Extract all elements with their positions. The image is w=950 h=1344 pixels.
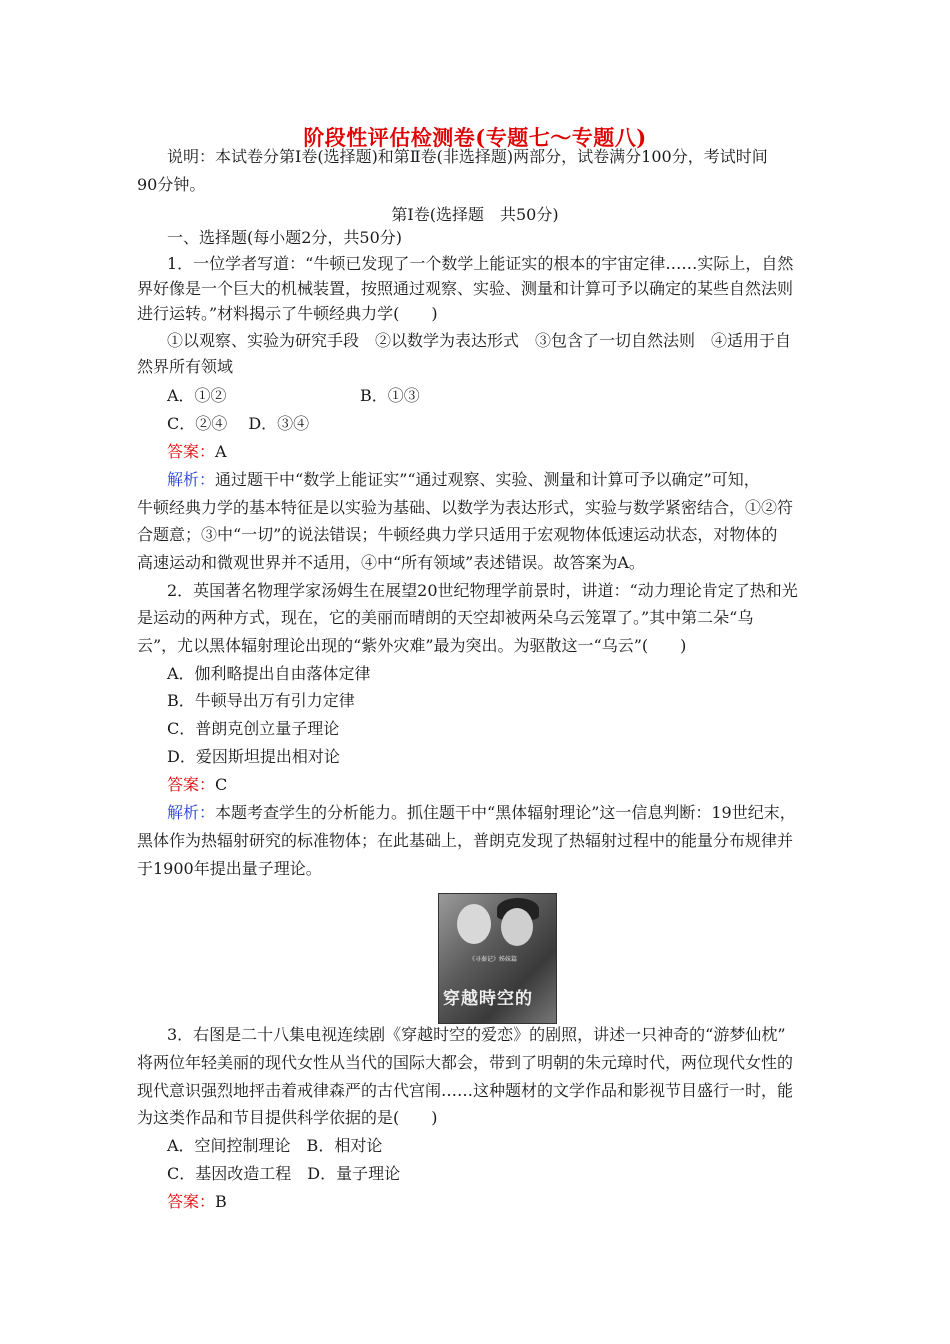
q3-answer: [167, 1191, 227, 1213]
photo-title-text: 穿越時空的: [443, 989, 533, 1009]
q2-answer: [167, 774, 227, 796]
q3-stem-line: 现代意识强烈地抨击着戒律森严的古代宫闱……这种题材的文学作品和影视节目盛行一时，能: [137, 1081, 794, 1100]
q1-items-line: ①以观察、实验为研究手段 ②以数学为表达形式 ③包含了一切自然法则 ④适用于自: [167, 331, 792, 350]
analysis-label: 解析：: [167, 803, 216, 822]
photo-caption: 《寻秦记》姊妹篇: [469, 956, 518, 963]
q2-option: B．牛顿导出万有引力定律: [167, 691, 355, 710]
q1-stem-line: 进行运转。”材料揭示了牛顿经典力学( ): [137, 304, 438, 323]
q1-analysis-line: 牛顿经典力学的基本特征是以实验为基础、以数学为表达形式，实验与数学紧密结合，①②符: [137, 498, 794, 517]
q1-answer: [167, 441, 227, 463]
part-title: 一、选择题(每小题2分，共50分): [167, 228, 403, 247]
intro-line: 90分钟。: [137, 175, 206, 194]
q1-analysis-line: 高速运动和微观世界并不适用，④中“所有领域”表述错误。故答案为A。: [137, 553, 645, 572]
q2-analysis-line: [167, 802, 796, 824]
q3-stem-line: 3．右图是二十八集电视连续剧《穿越时空的爱恋》的剧照，讲述一只神奇的“游梦仙枕”: [167, 1025, 786, 1044]
q2-option: A．伽利略提出自由落体定律: [167, 664, 371, 683]
page-title: 阶段性评估检测卷(专题七～专题八): [303, 125, 647, 150]
q3-options-ab: A．空间控制理论 B．相对论: [167, 1136, 383, 1155]
drama-still-image: [438, 893, 557, 1024]
answer-value: C: [215, 775, 228, 794]
intro-line: 说明：本试卷分第Ⅰ卷(选择题)和第Ⅱ卷(非选择题)两部分，试卷满分100分，考试时间: [167, 147, 768, 166]
q1-items-line: 然界所有领域: [137, 357, 234, 376]
q2-stem-line: 云”，尤以黑体辐射理论出现的“紫外灾难”最为突出。为驱散这一“乌云”( ): [137, 636, 687, 655]
q1-option-a: A．①②: [167, 386, 227, 405]
q3-options-cd: C．基因改造工程 D．量子理论: [167, 1164, 401, 1183]
q1-stem-line: 1．一位学者写道：“牛顿已发现了一个数学上能证实的根本的宇宙定律……实际上，自然: [167, 254, 794, 273]
actor-figure: [501, 908, 533, 946]
q1-stem-line: 界好像是一个巨大的机械装置，按照通过观察、实验、测量和计算可予以确定的某些自然法则: [137, 279, 794, 298]
q2-analysis-line: 于1900年提出量子理论。: [137, 859, 322, 878]
answer-label: 答案：: [167, 775, 216, 794]
q2-stem-line: 2．英国著名物理学家汤姆生在展望20世纪物理学前景时，讲道：“动力理论肯定了热和光: [167, 581, 798, 600]
q3-stem-line: 为这类作品和节目提供科学依据的是( ): [137, 1108, 438, 1127]
q1-analysis-line: [167, 469, 760, 491]
q1-option-b: B．①③: [360, 386, 420, 405]
answer-label: 答案：: [167, 442, 216, 461]
q1-analysis-line: 合题意；③中“一切”的说法错误；牛顿经典力学只适用于宏观物体低速运动状态，对物体的: [137, 525, 778, 544]
q1-options-cd: C．②④ D．③④: [167, 414, 310, 433]
q2-option: C．普朗克创立量子理论: [167, 719, 340, 738]
section-title: 第Ⅰ卷(选择题 共50分): [391, 205, 559, 224]
analysis-text: 本题考查学生的分析能力。抓住题干中“黑体辐射理论”这一信息判断：19世纪末，: [215, 803, 796, 822]
answer-value: B: [215, 1192, 227, 1211]
analysis-text: 通过题干中“数学上能证实”“通过观察、实验、测量和计算可予以确定”可知，: [215, 470, 760, 489]
actress-figure: [457, 904, 491, 944]
q2-option: D．爱因斯坦提出相对论: [167, 747, 340, 766]
q3-stem-line: 将两位年轻美丽的现代女性从当代的国际大都会，带到了明朝的朱元璋时代，两位现代女性的: [137, 1053, 794, 1072]
answer-value: A: [215, 442, 227, 461]
analysis-label: 解析：: [167, 470, 216, 489]
q2-analysis-line: 黑体作为热辐射研究的标准物体；在此基础上，普朗克发现了热辐射过程中的能量分布规律并: [137, 831, 794, 850]
q2-stem-line: 是运动的两种方式，现在，它的美丽而晴朗的天空却被两朵乌云笼罩了。”其中第二朵“乌: [137, 608, 754, 627]
answer-label: 答案：: [167, 1192, 216, 1211]
